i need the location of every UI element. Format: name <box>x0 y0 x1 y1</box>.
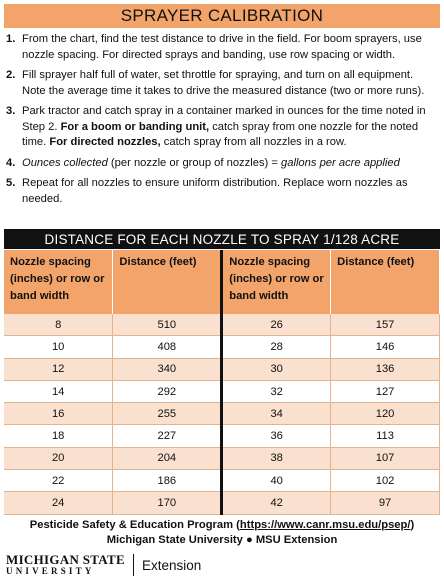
instruction-list <box>6 32 436 212</box>
step-text-segment: Ounces collected <box>22 156 108 169</box>
instruction-step <box>6 32 436 63</box>
distance-table <box>4 250 440 515</box>
table-header-row <box>4 250 440 314</box>
distance-cell: 340 <box>113 358 222 380</box>
logo-extension-text: Extension <box>141 557 202 573</box>
table-row <box>4 403 440 425</box>
distance-cell: 227 <box>113 425 222 447</box>
footer-program-line <box>0 518 444 533</box>
nozzle-spacing-cell: 8 <box>4 314 113 336</box>
step-text-segment: catch spray from one nozzle for the noted time. <box>22 120 419 148</box>
distance-cell: 408 <box>113 336 222 358</box>
instruction-step <box>6 156 436 172</box>
nozzle-spacing-cell: 28 <box>222 336 331 358</box>
step-number: 4. <box>6 156 16 169</box>
table-row <box>4 314 440 336</box>
distance-cell: 97 <box>331 492 440 514</box>
distance-cell: 204 <box>113 447 222 469</box>
nozzle-spacing-cell: 32 <box>222 380 331 402</box>
step-text <box>22 104 436 151</box>
nozzle-spacing-cell: 18 <box>4 425 113 447</box>
logo-line-1: MICHIGAN STATE <box>6 552 125 567</box>
step-text-segment: For a boom or banding unit, <box>60 120 210 133</box>
nozzle-spacing-cell: 30 <box>222 358 331 380</box>
step-text-segment: For directed nozzles, <box>49 136 161 148</box>
distance-cell: 113 <box>331 425 440 447</box>
distance-cell: 146 <box>331 336 440 358</box>
column-header-nozzle-spacing: Nozzle spacing (inches) or row or band width <box>222 250 331 314</box>
step-number: 3. <box>6 105 16 117</box>
msu-wordmark <box>6 553 125 577</box>
nozzle-spacing-cell: 12 <box>4 358 113 380</box>
step-text <box>22 176 436 207</box>
step-number: 5. <box>6 177 16 189</box>
step-number: 1. <box>6 33 16 45</box>
table-row <box>4 380 440 402</box>
step-text-segment: (per nozzle or group of nozzles) = <box>107 156 282 169</box>
footer-university-line: Michigan State University ● MSU Extension <box>106 534 338 546</box>
table-row <box>4 336 440 358</box>
distance-cell: 107 <box>331 447 440 469</box>
step-number: 2. <box>6 69 16 81</box>
step-text-segment: catch spray from all nozzles in a row. <box>160 136 347 148</box>
distance-cell: 136 <box>331 358 440 380</box>
program-link[interactable]: https://www.canr.msu.edu/psep/ <box>239 519 411 531</box>
nozzle-spacing-cell: 36 <box>222 425 331 447</box>
instruction-step <box>6 176 436 207</box>
page-title: SPRAYER CALIBRATION <box>4 4 440 28</box>
nozzle-spacing-cell: 26 <box>222 314 331 336</box>
column-header-distance: Distance (feet) <box>331 250 440 314</box>
table-row <box>4 425 440 447</box>
step-text-segment: Park tractor and catch spray in a container marked in ounces for the time noted in Step 2. <box>22 105 426 133</box>
nozzle-spacing-cell: 16 <box>4 403 113 425</box>
column-header-nozzle-spacing: Nozzle spacing (inches) or row or band width <box>4 250 113 314</box>
nozzle-spacing-cell: 14 <box>4 380 113 402</box>
distance-cell: 127 <box>331 380 440 402</box>
step-text-segment: From the chart, find the test distance to drive in the field. For boom sprayers, use nozzle spacing. For directed sprays and banding, use row spacing or width. <box>22 33 422 61</box>
instruction-step <box>6 68 436 99</box>
logo-line-2: UNIVERSITY <box>6 566 95 576</box>
nozzle-spacing-cell: 20 <box>4 447 113 469</box>
footer-program-text: Pesticide Safety & Education Program ( <box>29 519 240 531</box>
distance-cell: 292 <box>113 380 222 402</box>
distance-cell: 120 <box>331 403 440 425</box>
msu-extension-logo <box>6 553 201 577</box>
distance-cell: 102 <box>331 470 440 492</box>
nozzle-spacing-cell: 38 <box>222 447 331 469</box>
footer-program-text-end: ) <box>410 519 415 531</box>
distance-cell: 157 <box>331 314 440 336</box>
distance-cell: 186 <box>113 470 222 492</box>
step-text-segment: Repeat for all nozzles to ensure uniform distribution. Replace worn nozzles as needed. <box>22 177 408 205</box>
step-text <box>22 32 436 63</box>
step-text <box>22 68 436 99</box>
nozzle-spacing-cell: 34 <box>222 403 331 425</box>
nozzle-spacing-cell: 10 <box>4 336 113 358</box>
table-row <box>4 358 440 380</box>
step-text <box>22 156 436 172</box>
distance-cell: 170 <box>113 492 222 514</box>
step-text-segment: Fill sprayer half full of water, set throttle for spraying, and turn on all equipment. Note the average time it takes to drive the measured distance (two or more runs). <box>22 69 425 97</box>
column-header-distance: Distance (feet) <box>113 250 222 314</box>
table-title: DISTANCE FOR EACH NOZZLE TO SPRAY 1/128 ACRE <box>4 229 440 249</box>
nozzle-spacing-cell: 24 <box>4 492 113 514</box>
nozzle-spacing-cell: 40 <box>222 470 331 492</box>
nozzle-spacing-cell: 42 <box>222 492 331 514</box>
table-row <box>4 492 440 514</box>
instruction-step <box>6 104 436 151</box>
footer <box>0 518 444 548</box>
logo-divider <box>133 554 134 576</box>
step-text-segment: gallons per acre applied <box>281 156 400 169</box>
nozzle-spacing-cell: 22 <box>4 470 113 492</box>
table-row <box>4 447 440 469</box>
distance-cell: 510 <box>113 314 222 336</box>
distance-cell: 255 <box>113 403 222 425</box>
table-row <box>4 470 440 492</box>
